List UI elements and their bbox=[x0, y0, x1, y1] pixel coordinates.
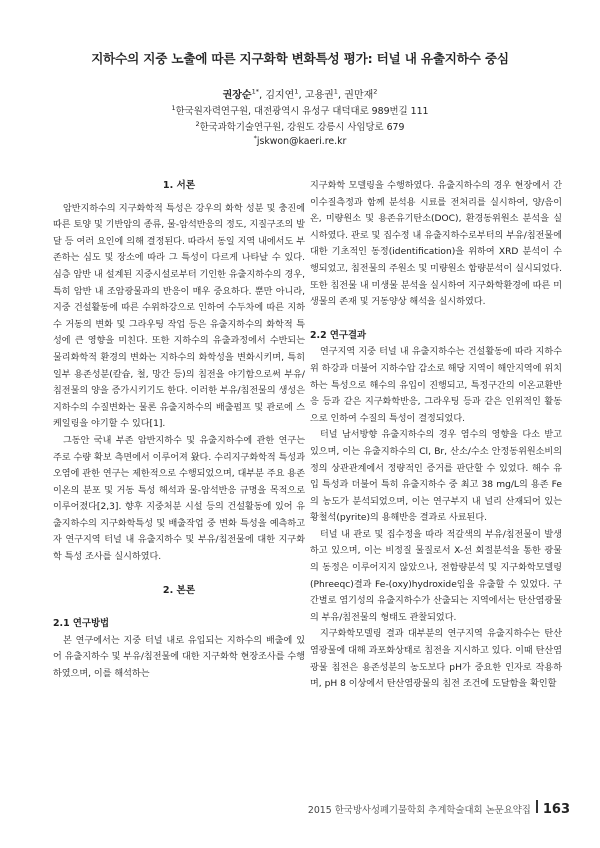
author-1: 권장순 bbox=[222, 90, 252, 101]
author-1-sup: 1* bbox=[251, 87, 259, 96]
author-line: 권장순$^{1*}$, 김지연$^1$, 고용권$^1$, 권만재$^2$ bbox=[222, 87, 378, 101]
author-4-sup: 2 bbox=[373, 87, 378, 96]
affiliation-2-text: 한국과학기술연구원, 강원도 강릉시 사임당로 679 bbox=[199, 122, 405, 133]
section-1-paragraph-2: 그동안 국내 부존 암반지하수 및 유출지하수에 관한 연구는 주로 수량 확보 측면에서 이루어져 왔다. 수리지구화학적 특성과 오염에 관한 연구는 제한적으로 수행되었으며, 대부분 주요 용존 이온의 분포 및 거동 특성 해석과 물-암석반응 규명을 목적으로 이루어졌다[2,3]. 향후 지중처분 시설 등의 건설활동에 있어 유출지하수의 지구화학특성 및 배출작업 중 변화 특성을 예측하고자 연구지역 터널 내 유출지하수 및 부유/침전물에 대한 지구화학 특성 조사를 실시하였다. bbox=[53, 435, 305, 563]
right-column bbox=[310, 178, 562, 693]
footer-divider bbox=[536, 800, 538, 813]
section-1-paragraph-1: 암반지하수의 지구화학적 특성은 강우의 화학 성분 및 충진에 따른 토양 및 기반암의 종류, 물-암석반응의 정도, 지질구조의 발달 등 여러 요인에 의해 결정된다. 따라서 동일 지역 내에서도 부존하는 심도 및 장소에 따라 그 특성이 다르게 나타날 수 있다. 심층 암반 내 설계된 지중시설로부터 기인한 유출지하수의 경우, 특히 암반 내 조암광물과의 반응이 매우 중요하다. 뿐만 아니라, 지중 건설활동에 따른 수위하강으로 인하여 수두차에 따른 지하수 거동의 변화 및 그라우팅 작업 등은 유출지하수의 화학적 특성에 큰 영향을 미친다. 또한 지하수의 유출과정에서 수반되는 물리화학적 환경의 변화는 지하수의 화학성을 변화시키며, 특히 일부 용존성분(칼슘, 철, 망간 등)의 침전을 야기함으로써 부유/침전물의 양을 증가시키기도 한다. 이러한 부유/침전물의 생성은 지하수의 수질변화는 물론 유출지하수의 배출펌프 및 관로에 스케일링을 야기할 수 있다[1]. bbox=[53, 203, 305, 430]
affiliation-2 bbox=[0, 119, 600, 133]
section-2-1-heading: 2.1 연구방법 bbox=[53, 618, 110, 630]
page-number: 163 bbox=[542, 802, 570, 817]
section-2-2-paragraph-2: 터널 남서방향 유출지하수의 경우 염수의 영향을 다소 받고 있으며, 이는 유출지하수의 Cl, Br, 산소/수소 안정동위원소비의 정의 상관관계에서 정량적인 증거를 판단할 수 있었다. 해수 유입 특성과 더불어 특히 유출지하수 중 최고 38 mg/L의 용존 Fe의 농도가 분석되었으며, 이는 연구부지 내 널리 산재되어 있는 황철석(pyrite)의 용해반응 결과로 사료된다. bbox=[310, 430, 562, 524]
paper-title: 지하수의 지중 노출에 따른 지구화학 변화특성 평가: 터널 내 유출지하수 중심 bbox=[91, 51, 509, 66]
affiliation-1-text: 한국원자력연구원, 대전광역시 유성구 대덕대로 989번길 111 bbox=[175, 106, 429, 117]
author-2-sup: 1 bbox=[294, 87, 299, 96]
affiliation-1 bbox=[0, 103, 600, 117]
section-2-2-paragraph-3: 터널 내 관로 및 집수정을 따라 적갈색의 부유/침전물이 발생하고 있으며, 이는 비정질 물질로서 X-선 회절분석을 통한 광물의 동정은 이루어지지 않았으나, 전함량분석 및 지구화학모델링(Phreeqc)결과 Fe-(oxy)hydroxide임을 유출할 수 있었다. 구간별로 염기성의 유출지하수가 산출되는 지역에서는 탄산염광물의 부유/침전물의 형태도 관찰되었다. bbox=[310, 529, 562, 623]
email-text: jskwon@kaeri.re.kr bbox=[256, 136, 347, 147]
corresponding-email bbox=[0, 133, 600, 147]
section-2-2-paragraph-4: 지구화학모델링 결과 대부분의 연구지역 유출지하수는 탄산염광물에 대해 과포화상태로 침전을 지시하고 있다. 이때 탄산염광물 침전은 용존성분의 농도보다 pH가 중요한 인자로 작용하며, pH 8 이상에서 탄산염광물의 침전 조건에 도달함을 확인할 bbox=[310, 629, 562, 690]
section-1-heading: 1. 서론 bbox=[162, 180, 196, 191]
page-footer bbox=[308, 800, 570, 817]
email-sup: * bbox=[253, 133, 257, 142]
author-3: 고용권 bbox=[304, 90, 334, 101]
author-3-sup: 1 bbox=[333, 87, 338, 96]
section-2-2-heading: 2.2 연구결과 bbox=[310, 329, 367, 341]
affiliation-1-sup: 1 bbox=[171, 103, 176, 112]
left-column bbox=[53, 178, 305, 683]
section-2-1-paragraph-1-cont: 지구화학 모델링을 수행하였다. 유출지하수의 경우 현장에서 간이수질측정과 함께 분석용 시료를 전처리를 실시하여, 양/음이온, 미량원소 및 용존유기탄소(DOC), 환경동위원소 분석을 실시하였다. 관로 및 집수정 내 유출지하수로부터의 부유/침전물에 대한 기초적인 동정(identification)을 위하여 XRD 분석이 수행되었고, 침전물의 주원소 및 미량원소 함량분석이 실시되었다. 또한 침전물 내 미생물 분석을 실시하여 지구화학환경에 따른 미생물의 존재 및 거동양상 해석을 실시하였다. bbox=[310, 181, 562, 308]
affiliation-2-sup: 2 bbox=[195, 119, 200, 128]
author-4: 권만재 bbox=[344, 90, 374, 101]
section-2-heading: 2. 본론 bbox=[162, 584, 196, 596]
section-2-1-paragraph-1: 본 연구에서는 지중 터널 내로 유입되는 지하수의 배출에 있어 유출지하수 및 부유/침전물에 대한 지구화학 현장조사를 수행하였으며, 이를 해석하는 bbox=[53, 635, 305, 680]
conference-name: 2015 한국방사성폐기물학회 추계학술대회 논문요약집 bbox=[307, 805, 531, 816]
author-2: 김지연 bbox=[265, 90, 295, 101]
section-2-2-paragraph-1: 연구지역 지중 터널 내 유출지하수는 건설활동에 따라 지하수위 하강과 더불어 지하수압 감소로 해당 지역이 해안지역에 위치하는 특성으로 해수의 유입이 진행되고, 특정구간의 이온교환반응 등과 같은 지구화학반응, 그라우팅 등과 같은 인위적인 활동으로 인하여 수질의 특성이 결정되었다. bbox=[310, 347, 562, 424]
